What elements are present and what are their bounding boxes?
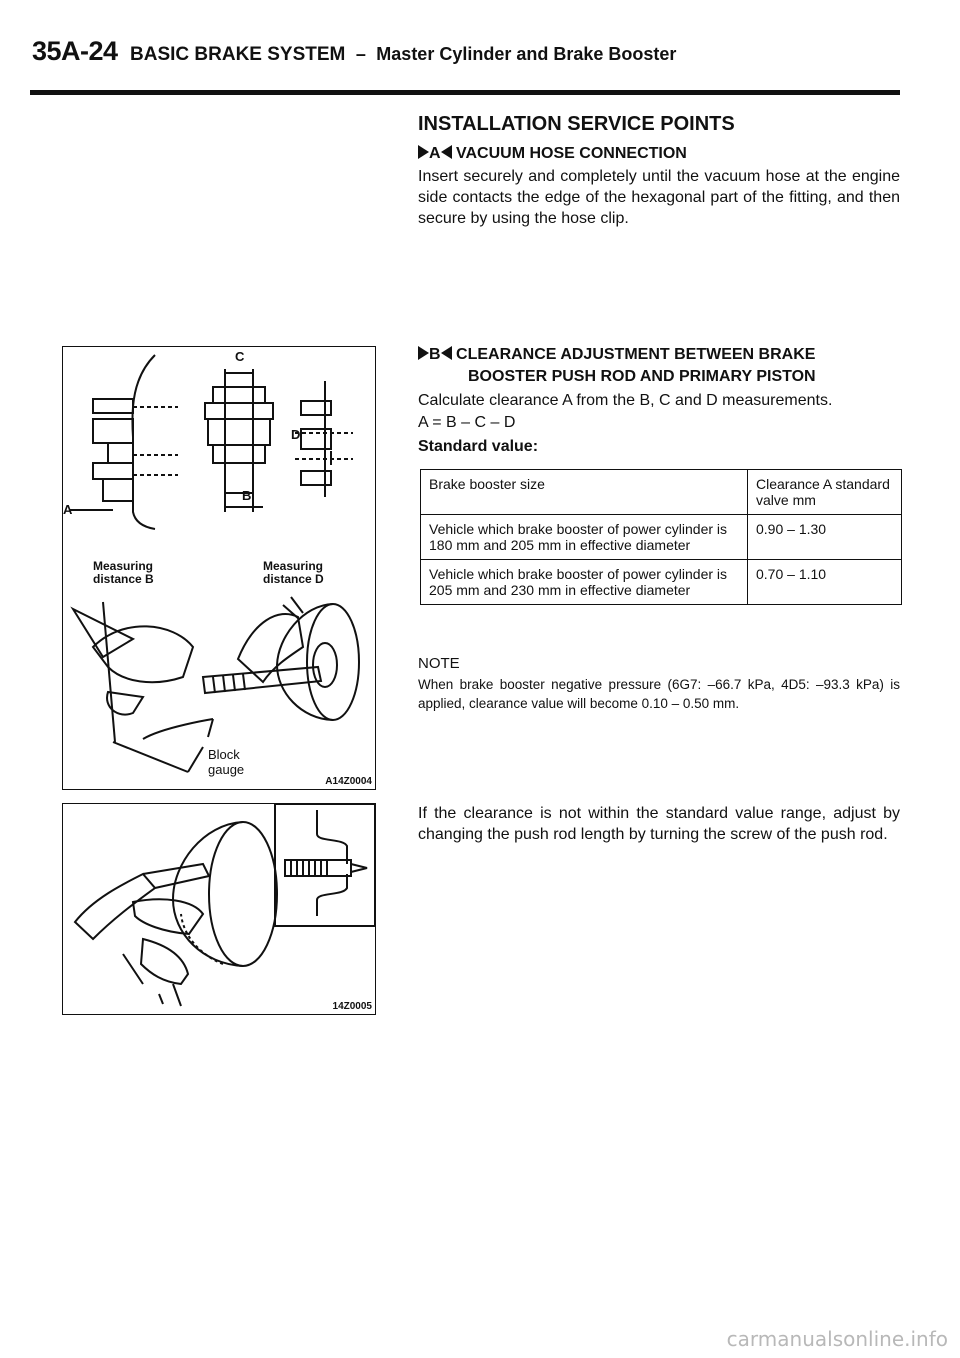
point-a-letter: A — [429, 145, 441, 162]
page-header — [30, 36, 900, 86]
point-a-body: Insert securely and completely until the vacuum hose at the engine side contacts the edge of the hexagonal part of the fitting, and then secure by using the hose clip. — [418, 168, 900, 227]
figure-push-rod-adjustment — [62, 803, 376, 1015]
table-row — [421, 560, 902, 605]
measuring-b-line1: Measuring — [93, 559, 154, 573]
table-cell: 0.70 – 1.10 — [748, 560, 902, 605]
figure-2-id: 14Z0005 — [332, 1001, 372, 1012]
header-rule — [30, 90, 900, 95]
note-label: NOTE — [418, 655, 460, 672]
installation-title: INSTALLATION SERVICE POINTS — [418, 113, 735, 135]
block-gauge-line2: gauge — [208, 762, 245, 777]
table-header-cell: Clearance A standard valve mm — [748, 470, 902, 515]
formula: A = B – C – D — [418, 414, 516, 431]
measuring-distance-d — [263, 560, 324, 586]
triangle-right-icon — [418, 145, 429, 159]
measuring-d-line1: Measuring — [263, 559, 324, 573]
point-a-title: VACUUM HOSE CONNECTION — [456, 145, 687, 162]
label-c: C — [235, 349, 245, 364]
table-row — [421, 515, 902, 560]
point-b-heading — [418, 344, 900, 388]
push-rod-illustration — [63, 804, 375, 1014]
standard-value-label: Standard value: — [418, 438, 539, 455]
label-a: A — [63, 502, 73, 517]
watermark: carmanualsonline.info — [726, 1327, 948, 1351]
table-header-cell: Brake booster size — [421, 470, 748, 515]
adjust-text: If the clearance is not within the standard value range, adjust by changing the push rod length by turning the screw of the push rod. — [418, 805, 900, 843]
measuring-distance-b — [93, 560, 154, 586]
table-header-row — [421, 470, 902, 515]
table-cell: 0.90 – 1.30 — [748, 515, 902, 560]
header-separator: – — [355, 44, 366, 64]
header-text — [32, 36, 676, 67]
section-title: BASIC BRAKE SYSTEM — [130, 44, 346, 65]
block-gauge-label — [208, 747, 244, 777]
label-d: D — [291, 427, 301, 442]
figure-measurement — [62, 346, 376, 790]
subsection-title: Master Cylinder and Brake Booster — [376, 44, 677, 64]
point-a-heading — [418, 143, 900, 165]
label-b: B — [242, 488, 252, 503]
measuring-b-line2: distance B — [93, 572, 154, 586]
point-b-title-line1: CLEARANCE ADJUSTMENT BETWEEN BRAKE — [456, 346, 816, 363]
table-cell: Vehicle which brake booster of power cylinder is 205 mm and 230 mm in effective diameter — [421, 560, 748, 605]
triangle-right-icon — [418, 346, 429, 360]
point-b-title-line2: BOOSTER PUSH ROD AND PRIMARY PISTON — [468, 368, 816, 385]
triangle-left-icon — [441, 145, 452, 159]
measuring-d-line2: distance D — [263, 572, 324, 586]
triangle-left-icon — [441, 346, 452, 360]
point-b-letter: B — [429, 346, 441, 363]
page-number: 35A-24 — [32, 36, 118, 66]
calc-text: Calculate clearance A from the B, C and D measurements. — [418, 392, 833, 409]
spec-table — [420, 469, 902, 605]
table-cell: Vehicle which brake booster of power cylinder is 180 mm and 205 mm in effective diameter — [421, 515, 748, 560]
block-gauge-line1: Block — [208, 747, 240, 762]
note-text: When brake booster negative pressure (6G7: –66.7 kPa, 4D5: –93.3 kPa) is applied, clearance value will become 0.10 – 0.50 mm. — [418, 677, 900, 711]
figure-1-id: A14Z0004 — [325, 776, 372, 787]
